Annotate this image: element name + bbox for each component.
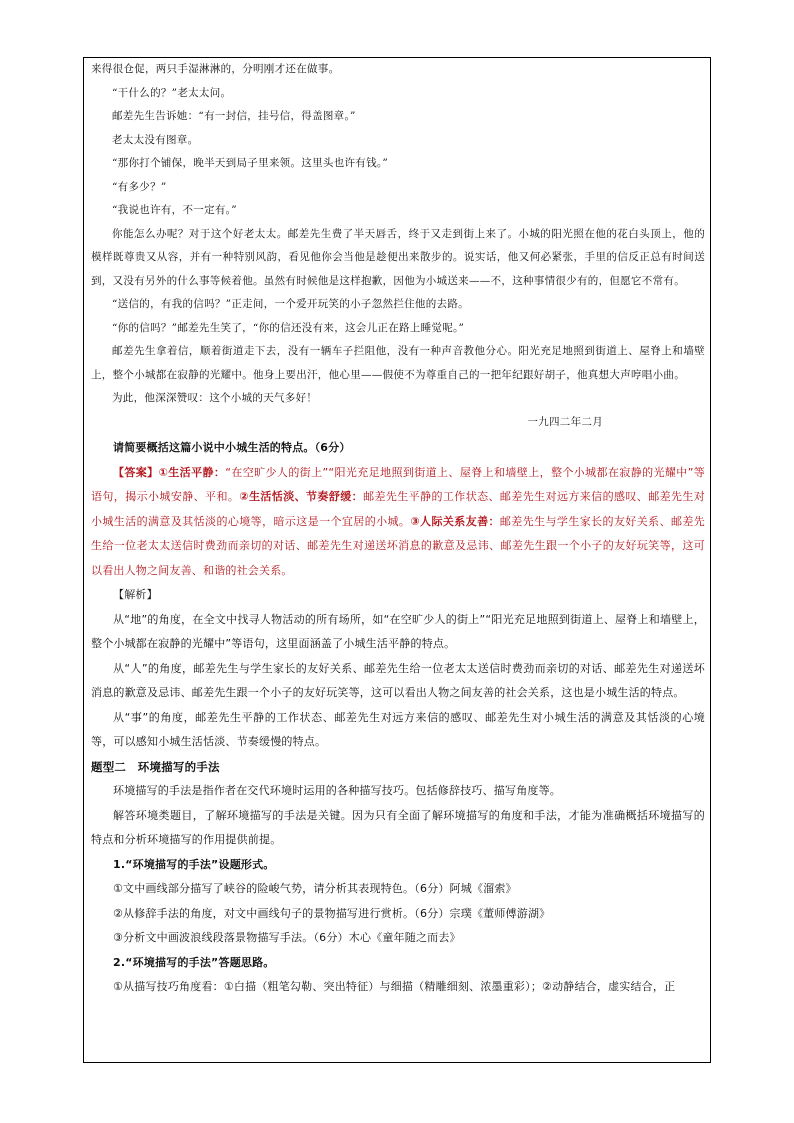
story-paragraph: “送信的，有我的信吗？”正走间，一个爱开玩笑的小子忽然拦住他的去路。 xyxy=(112,298,469,310)
question-text: 请简要概括这篇小说中小城生活的特点。（6分） xyxy=(113,441,351,454)
story-paragraph: 老太太没有图章。 xyxy=(112,133,199,146)
story-paragraph: 为此，他深深赞叹：这个小城的天气多好！ xyxy=(112,392,318,404)
story-date: 一九四二年二月 xyxy=(527,415,603,428)
analysis-paragraph: 从“地”的角度，在全文中找寻人物活动的所有场所，如“在空旷少人的街上”“阳光充足地照到街道上、屋脊上和墙壁上，整个小城都在寂静的光耀中”等语句，这里面涵盖了小城生活平静的特点。 xyxy=(91,612,705,650)
question-block xyxy=(91,436,705,1000)
analysis-tag: 【解析】 xyxy=(113,588,158,601)
story-excerpt xyxy=(91,58,705,434)
answer-text xyxy=(91,461,705,584)
analysis-paragraph: 从“人”的角度，邮差先生与学生家长的友好关系、邮差先生给一位老太太送信时费劲而亲切的对话、邮差先生对递送坏消息的歉意及忌讳、邮差先生跟一个小子的友好玩笑等，这可以看出人物之间友善的社会关系，这也是小城生活的特点。 xyxy=(91,661,705,699)
story-paragraph: “那你打个铺保，晚半天到局子里来领。这里头也许有钱。” xyxy=(112,157,389,169)
subheading: 2.“环境描写的手法”答题思路。 xyxy=(113,955,275,969)
story-paragraph: 来得很仓促，两只手湿淋淋的，分明刚才还在做事。 xyxy=(91,63,340,75)
section-heading: 题型二 环境描写的手法 xyxy=(91,759,220,774)
subheading: 1.“环境描写的手法”设题形式。 xyxy=(113,857,275,871)
section-intro: 环境描写的手法是指作者在交代环境时运用的各种描写技巧。包括修辞技巧、描写角度等。 xyxy=(113,784,561,797)
story-paragraph: 你能怎么办呢？对于这个好老太太。邮差先生费了半天唇舌，终于又走到街上来了。小城的阳光照在他的花白头顶上，他的模样既尊贵又从容，并有一种特别风韵，看见他你会当他是趁便出来散步的。说实话，他又何必紧张，手里的信反正总有时间送到，又没有另外的什么事等候着他。虽然有时候他是这样抱歉，因他为小城送来——不，这种事情很少有的，但愿它不常有。 xyxy=(91,227,705,287)
answer-key: ③人际关系友善： xyxy=(410,514,500,528)
document-content xyxy=(91,58,705,1000)
answer-point: “在空旷少人的街上”“阳光充足地照到街道上、屋脊上和墙壁上，整个小城都在寂静的光耀中”等语句，揭示小城安静、平和。 xyxy=(91,465,705,503)
answer-key: ①生活平静： xyxy=(158,465,226,479)
list-item: ③分析文中画波浪线段落景物描写手法。（6分）木心《童年随之而去》 xyxy=(113,931,461,944)
answer-key: ②生活恬淡、节奏舒缓： xyxy=(239,490,364,503)
answer-point: 邮差先生平静的工作状态、邮差先生对远方来信的感叹、邮差先生对小城生活的满意及其恬淡的心境等，暗示这是一个宜居的小城。 xyxy=(91,490,706,528)
answer-tag: 【答案】 xyxy=(113,465,159,479)
list-item: ①从描写技巧角度看：①白描（粗笔勾勒、突出特征）与细描（精雕细刻、浓墨重彩）；②动静结合，虚实结合，正 xyxy=(113,980,676,993)
section-intro: 解答环境类题目，了解环境描写的手法是关键。因为只有全面了解环境描写的角度和手法，才能为准确概括环境描写的特点和分析环境描写的作用提供前提。 xyxy=(91,808,705,846)
story-paragraph: “你的信吗？”邮差先生笑了，“你的信还没有来，这会儿正在路上睡觉呢。” xyxy=(112,321,465,334)
story-paragraph: “有多少？” xyxy=(112,180,167,193)
story-paragraph: “干什么的？”老太太问。 xyxy=(112,86,232,99)
story-paragraph: 邮差先生告诉她：“有一封信，挂号信，得盖图章。” xyxy=(112,110,356,122)
story-paragraph: “我说也许有，不一定有。” xyxy=(112,204,237,216)
analysis-paragraph: 从“事”的角度，邮差先生平静的工作状态、邮差先生对远方来信的感叹、邮差先生对小城生活的满意及其恬淡的心境等，可以感知小城生活恬淡、节奏缓慢的特点。 xyxy=(91,710,705,748)
answer-point: 邮差先生与学生家长的友好关系、邮差先生给一位老太太送信时费劲而亲切的对话、邮差先生对递送坏消息的歉意及忌讳、邮差先生跟一个小子的友好玩笑等，这可以看出人物之间友善、和谐的社会关系。 xyxy=(91,514,705,577)
story-paragraph: 邮差先生拿着信，顺着街道走下去，没有一辆车子拦阻他，没有一种声音教他分心。阳光充足地照到街道上、屋脊上和墙壁上，整个小城都在寂静的光耀中。他身上要出汗，他心里——假使不为尊重自己的一把年纪跟好胡子，他真想大声哼唱小曲。 xyxy=(91,345,705,381)
list-item: ①文中画线部分描写了峡谷的险峻气势，请分析其表现特色。（6分）阿城《溜索》 xyxy=(113,882,517,895)
list-item: ②从修辞手法的角度，对文中画线句子的景物描写进行赏析。（6分）宗璞《董师傅游湖》 xyxy=(113,906,551,920)
